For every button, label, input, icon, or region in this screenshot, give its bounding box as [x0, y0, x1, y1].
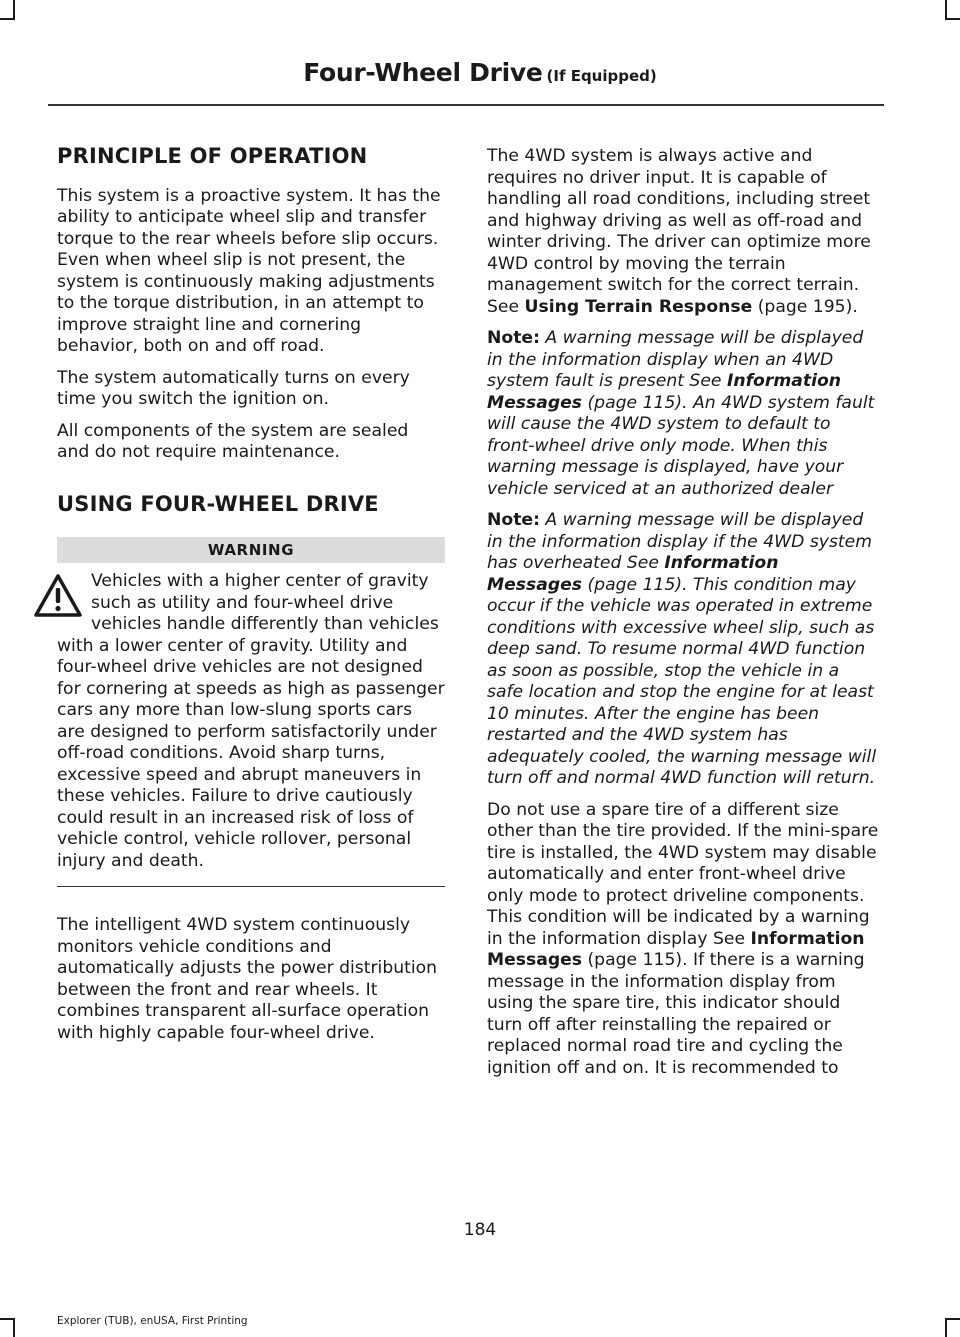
- warning-text: Vehicles with a higher center of gravity such as utility and four-wheel drive vehicles handle differently than vehicles with a lower center of gravity. Utility and four-wheel drive vehicles are not designed for cornering at speeds as high as passenger cars any more than low-slung sports cars are designed to perform satisfactorily under off-road conditions. Avoid sharp turns, excessive speed and abrupt maneuvers in these vehicles. Failure to drive cautiously could result in an increased risk of loss of vehicle control, vehicle rollover, personal injury and death.: [57, 571, 445, 871]
- cross-reference-link[interactable]: Information Messages: [487, 928, 865, 970]
- header-divider: [48, 104, 884, 106]
- heading-using-4wd: USING FOUR-WHEEL DRIVE: [57, 491, 379, 516]
- crop-mark: [13, 0, 15, 18]
- crop-mark: [13, 1318, 15, 1337]
- warning-box: [57, 571, 445, 887]
- cross-reference-link[interactable]: Information Messages: [487, 371, 842, 413]
- chapter-title: Four-Wheel Drive: [303, 58, 543, 87]
- paragraph: The system automatically turns on every time you switch the ignition on.: [57, 367, 410, 409]
- note: Note: A warning message will be displayed in the information display when an 4WD system fault is present See Information Messages (page 115). An 4WD system fault will cause the 4WD system to default to front-wheel drive only mode. When this warning message is displayed, have your vehicle serviced at an authorized dealer: [487, 328, 875, 499]
- paragraph: Do not use a spare tire of a different size other than the tire provided. If the mini-spare tire is installed, the 4WD system may disable automatically and enter front-wheel drive only mode to protect driveline components. This condition will be indicated by a warning in the information display See Information Messages (page 115). If there is a warning message in the information display from using the spare tire, this indicator should turn off after reinstalling the repaired or replaced normal road tire and cycling the ignition off and on. It is recommended to: [487, 799, 879, 1078]
- heading-principle: PRINCIPLE OF OPERATION: [57, 144, 368, 168]
- note: Note: A warning message will be displayed in the information display if the 4WD system has overheated See Information Messages (page 115). This condition may occur if the vehicle was operated in extreme conditions with excessive wheel slip, such as deep sand. To resume normal 4WD function as soon as possible, stop the vehicle in a safe location and stop the engine for at least 10 minutes. After the engine has been restarted and the 4WD system has adequately cooled, the warning message will turn off and normal 4WD function will return.: [487, 510, 877, 788]
- chapter-suffix: (If Equipped): [546, 67, 657, 85]
- crop-mark: [945, 1318, 960, 1320]
- paragraph: The 4WD system is always active and requires no driver input. It is capable of handling all road conditions, including street and highway driving as well as off-road and winter driving. The driver can optimize more 4WD control by moving the terrain management switch for the correct terrain. See Using Terrain Response (page 195).: [487, 146, 871, 317]
- footer-text: Explorer (TUB), enUSA, First Printing: [57, 1315, 248, 1327]
- page-header: [0, 58, 960, 87]
- page-number: 184: [463, 1220, 497, 1240]
- cross-reference-link[interactable]: Information Messages: [487, 553, 779, 595]
- paragraph: All components of the system are sealed and do not require maintenance.: [57, 420, 409, 462]
- note-label: Note:: [487, 510, 540, 530]
- note-label: Note:: [487, 328, 540, 348]
- left-column: [57, 146, 445, 1054]
- cross-reference-link[interactable]: Using Terrain Response: [524, 296, 753, 317]
- crop-mark: [945, 0, 947, 18]
- crop-mark: [945, 18, 960, 20]
- crop-mark: [0, 18, 15, 20]
- right-column: [487, 146, 879, 1089]
- warning-triangle-icon: [33, 573, 83, 619]
- crop-mark: [945, 1318, 947, 1337]
- paragraph: This system is a proactive system. It has the ability to anticipate wheel slip and transfer torque to the rear wheels before slip occurs. Even when wheel slip is not present, the system is continuously making adjustments to the torque distribution, in an attempt to improve straight line and cornering behavior, both on and off road.: [57, 185, 441, 356]
- warning-divider: [57, 886, 445, 887]
- warning-label: WARNING: [57, 537, 445, 563]
- crop-mark: [0, 1318, 15, 1320]
- paragraph: The intelligent 4WD system continuously monitors vehicle conditions and automatically adjusts the power distribution between the front and rear wheels. It combines transparent all-surface operation with highly capable four-wheel drive.: [57, 915, 438, 1043]
